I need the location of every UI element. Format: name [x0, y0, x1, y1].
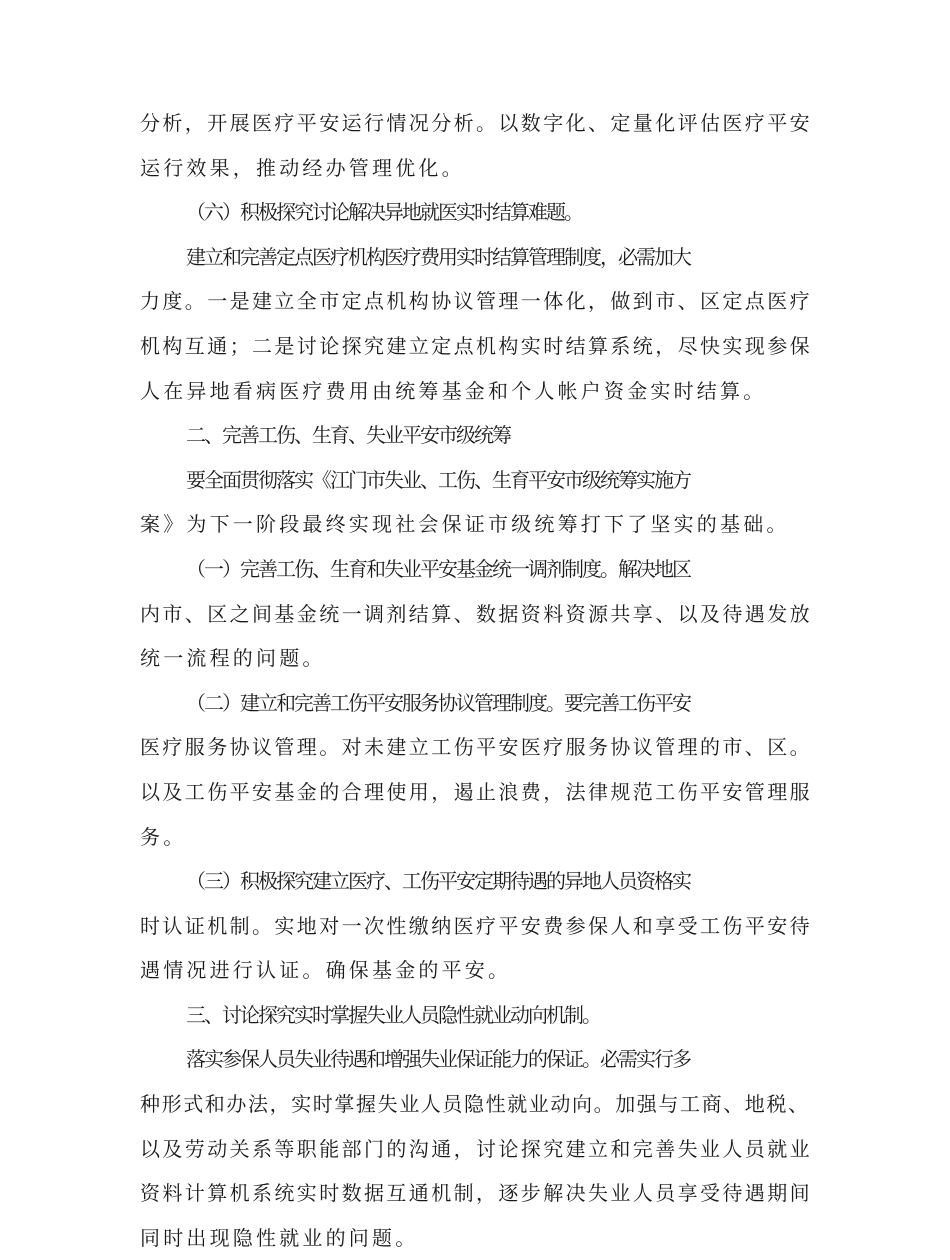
text-line: 以及工伤平安基金的合理使用，遏止浪费，法律规范工伤平安管理服 [140, 779, 812, 804]
section-heading: 二、完善工伤、生育、失业平安市级统筹 [186, 423, 510, 448]
text-line: 要全面贯彻落实《江门市失业、工伤、生育平安市级统筹实施方 [186, 467, 690, 492]
text-line: 人在异地看病医疗费用由统筹基金和个人帐户资金实时结算。 [140, 378, 767, 403]
text-line: （二）建立和完善工伤平安服务协议管理制度。要完善工伤平安 [186, 690, 690, 715]
text-line: 案》为下一阶段最终实现社会保证市级统筹打下了坚实的基础。 [140, 512, 790, 537]
text-line: 务。 [140, 824, 187, 849]
text-line: 力度。一是建立全市定点机构协议管理一体化，做到市、区定点医疗 [140, 289, 812, 314]
text-line: 建立和完善定点医疗机构医疗费用实时结算管理制度，必需加大 [186, 244, 690, 269]
text-line: 资料计算机系统实时数据互通机制，逐步解决失业人员享受待遇期间 [140, 1181, 812, 1206]
text-line: 统一流程的问题。 [140, 646, 326, 671]
text-line: 遇情况进行认证。确保基金的平安。 [140, 958, 512, 983]
section-heading: （六）积极探究讨论解决异地就医实时结算难题。 [186, 200, 582, 225]
text-line: 以及劳动关系等职能部门的沟通，讨论探究建立和完善失业人员就业 [140, 1136, 812, 1161]
text-line: 分析，开展医疗平安运行情况分析。以数字化、定量化评估医疗平安 [140, 111, 812, 135]
text-line: 内市、区之间基金统一调剂结算、数据资料资源共享、以及待遇发放 [140, 601, 812, 626]
text-line: 落实参保人员失业待遇和增强失业保证能力的保证。必需实行多 [186, 1047, 690, 1072]
text-line: （三）积极探究建立医疗、工伤平安定期待遇的异地人员资格实 [186, 869, 690, 894]
text-line: （一）完善工伤、生育和失业平安基金统一调剂制度。解决地区 [186, 556, 690, 581]
text-line: 医疗服务协议管理。对未建立工伤平安医疗服务协议管理的市、区。 [140, 735, 812, 760]
text-line: 机构互通；二是讨论探究建立定点机构实时结算系统，尽快实现参保 [140, 333, 812, 358]
text-line: 种形式和办法，实时掌握失业人员隐性就业动向。加强与工商、地税、 [140, 1092, 810, 1117]
text-line: 同时出现隐性就业的问题。 [140, 1225, 419, 1250]
section-heading: 三、讨论探究实时掌握失业人员隐性就业动向机制。 [186, 1002, 600, 1027]
text-line: 运行效果，推动经办管理优化。 [140, 155, 465, 180]
text-line: 时认证机制。实地对一次性缴纳医疗平安费参保人和享受工伤平安待 [140, 913, 812, 938]
document-body [140, 101, 810, 1260]
